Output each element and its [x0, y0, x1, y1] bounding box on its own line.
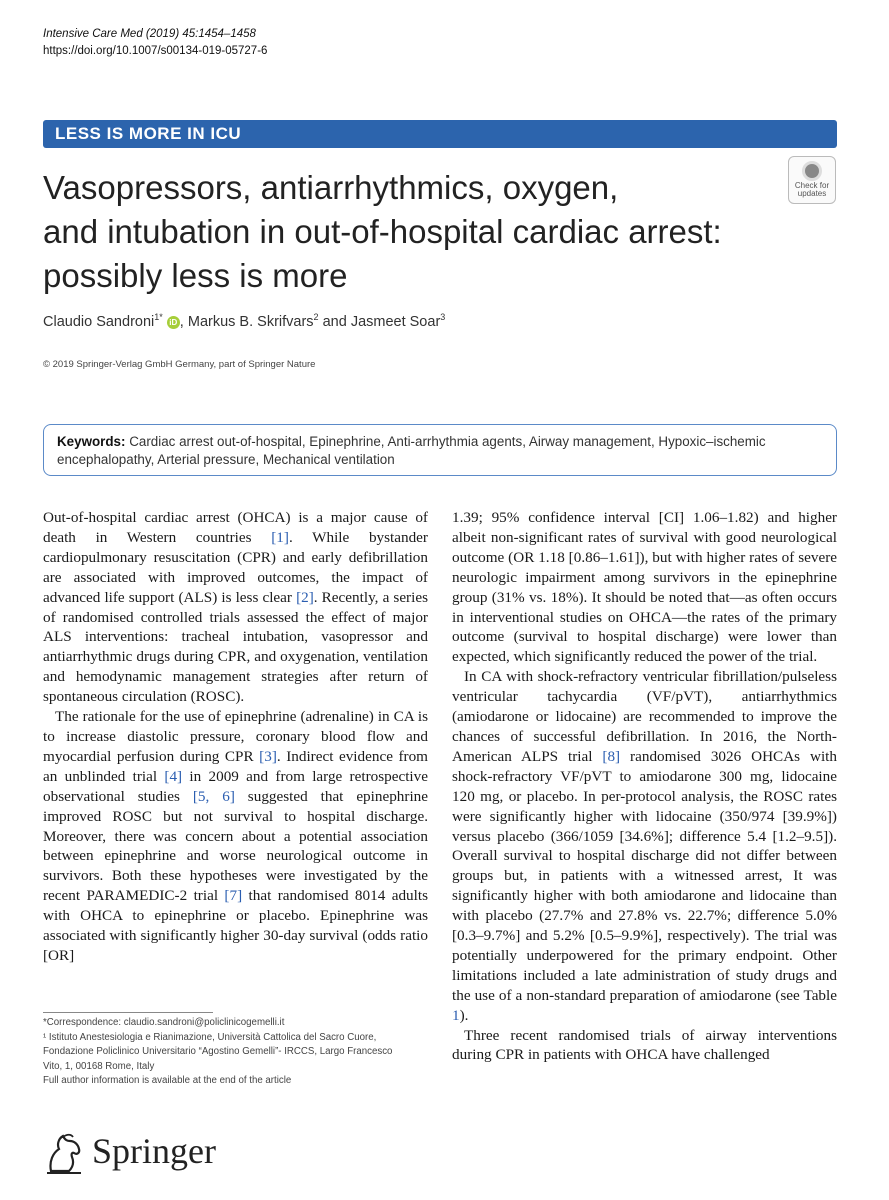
article-title: [43, 166, 783, 298]
check-updates-line2: updates: [797, 189, 827, 198]
keywords-box: [43, 424, 837, 476]
paragraph: 1.39; 95% confidence interval [CI] 1.06–1.82) and higher albeit non-significant rates of survival with good neurological outcome (OR 1.18 [0.86–1.61]), but with higher rates of severe neurologic impairment among survivors in the epinephrine group (31% vs. 18%). It should be noted that—as often occurs in interventional studies on OHCA—the rates of the primary outcome (survival to hospital discharge) were lower than expected, which significantly reduced the power of the trial.: [452, 509, 837, 666]
author-affiliation-mark: 2: [313, 312, 319, 322]
text-run: ).: [459, 1006, 469, 1024]
author-name[interactable]: Jasmeet Soar: [350, 313, 441, 330]
text-run: that randomised 8014 adults with OHCA to epinephrine or placebo. Epinephrine was associated with significantly higher 30-day survival (odds ratio [OR]: [43, 887, 428, 964]
footnotes: [43, 1016, 413, 1089]
section-band: LESS IS MORE IN ICU: [43, 120, 837, 148]
author-name[interactable]: Markus B. Skrifvars: [187, 313, 314, 330]
text-run: Out-of-hospital cardiac arrest (OHCA) is a major cause of death in Western countries: [43, 509, 428, 546]
text-run: . While bystander cardiopulmonary resuscitation (CPR) and early defibrillation are associated with improved outcomes, the impact of advanced life support (ALS) is less clear: [43, 528, 428, 606]
running-header: [43, 26, 267, 60]
text-run: . Indirect evidence from an unblinded trial: [43, 747, 428, 785]
author-separator: and: [318, 313, 351, 330]
citation-link[interactable]: [7]: [224, 887, 243, 905]
paragraph: [452, 667, 837, 1025]
paragraph: [43, 508, 428, 707]
citation-link[interactable]: [2]: [296, 588, 314, 606]
author-affiliation-mark: 3: [440, 312, 446, 322]
title-line-2: and intubation in out-of-hospital cardiac arrest:: [43, 213, 722, 250]
author-name[interactable]: Claudio Sandroni: [43, 313, 155, 330]
citation-link[interactable]: [1]: [271, 528, 289, 546]
orcid-icon[interactable]: iD: [167, 316, 180, 329]
citation-link[interactable]: [3]: [259, 747, 277, 765]
paragraph: [43, 707, 428, 966]
text-run: randomised 3026 OHCAs with shock-refractory VF/pVT to amiodarone 300 mg, lidocaine 120 mg, or placebo. In per-protocol analysis, the ROSC rates were significantly higher with lidocaine (350/974 [39.9%]) versus placebo (366/1059 [34.6%]; difference 5.4 [1.2–9.5]). Overall survival to hospital discharge did not differ between groups but, in patients with a witnessed arrest, It was significantly higher with both amiodarone and lidocaine than with placebo (27.7% and 27.8% vs. 22.7%; difference 5.0% [0.3–9.7%] and 5.2% [0.5–9.9%], respectively). The trial was potentially underpowered for the primary endpoint. Other limitations included a late administration of study drugs and the use of a non-standard preparation of amiodarone (see Table: [452, 747, 837, 1004]
citation-link[interactable]: [4]: [164, 767, 183, 785]
author-separator: ,: [179, 313, 188, 330]
body-column-left: [43, 508, 428, 966]
springer-horse-icon: [43, 1131, 85, 1175]
keywords-label: Keywords:: [57, 434, 126, 449]
title-line-1: Vasopressors, antiarrhythmics, oxygen,: [43, 169, 619, 206]
text-run: in 2009 and from large retrospective observational studies: [43, 767, 428, 805]
copyright-line: © 2019 Springer-Verlag GmbH Germany, part of Springer Nature: [43, 359, 316, 370]
doi-link[interactable]: https://doi.org/10.1007/s00134-019-05727-6: [43, 45, 268, 57]
crossmark-icon: [802, 161, 822, 181]
citation-link[interactable]: [8]: [602, 747, 621, 765]
correspondence-note: *Correspondence: claudio.sandroni@policlinicogemelli.it: [43, 1017, 285, 1028]
author-list: [43, 312, 445, 330]
body-column-right: [452, 508, 837, 1065]
check-for-updates-button[interactable]: [788, 156, 836, 204]
author-affiliation-mark: 1*: [154, 312, 163, 322]
publisher-logo-text: Springer: [92, 1131, 216, 1171]
table-link[interactable]: 1: [452, 1006, 460, 1024]
full-author-info-note: Full author information is available at the end of the article: [43, 1075, 292, 1086]
title-line-3: possibly less is more: [43, 257, 348, 294]
text-run: . Recently, a series of randomised controlled trials assessed the effect of major ALS interventions: tracheal intubation, vasopressor and antiarrhythmic drugs during CPR, and oxygenation, ventilation and hemodynamic management strategies after return of spontaneous circulation (ROSC).: [43, 588, 428, 706]
citation-link[interactable]: [5, 6]: [192, 787, 235, 805]
text-run: In CA with shock-refractory ventricular fibrillation/pulseless ventricular tachycardia (VF/pVT), antiarrhythmics (amiodarone or lidocaine) are recommended to improve the chances of successful defibrillation. In 2016, the North-American ALPS trial: [452, 668, 837, 765]
footnote-divider: [43, 1012, 213, 1013]
keywords-text: Cardiac arrest out-of-hospital, Epinephrine, Anti-arrhythmia agents, Airway management, Hypoxic–ischemic encephalopathy, Arterial pressure, Mechanical ventilation: [57, 434, 766, 467]
paragraph: Three recent randomised trials of airway interventions during CPR in patients with OHCA have challenged: [452, 1026, 837, 1064]
affiliation-note: ¹ Istituto Anestesiologia e Rianimazione, Università Cattolica del Sacro Cuore, Fondazione Policlinico Universitario “Agostino Gemelli”- IRCCS, Largo Francesco Vito, 1, 00168 Rome, Italy: [43, 1031, 393, 1072]
check-updates-line1: Check for: [794, 181, 830, 190]
text-run: suggested that epinephrine improved ROSC but not survival to hospital discharge. Moreover, there was concern about a potential association between epinephrine and worse neurological outcome in survivors. Both these hypotheses were investigated by the recent PARAMEDIC-2 trial: [43, 787, 429, 905]
text-run: The rationale for the use of epinephrine (adrenaline) in CA is to increase diastolic pressure, coronary blood flow and myocardial perfusion during CPR: [43, 708, 428, 765]
journal-citation: Intensive Care Med (2019) 45:1454–1458: [43, 28, 256, 40]
